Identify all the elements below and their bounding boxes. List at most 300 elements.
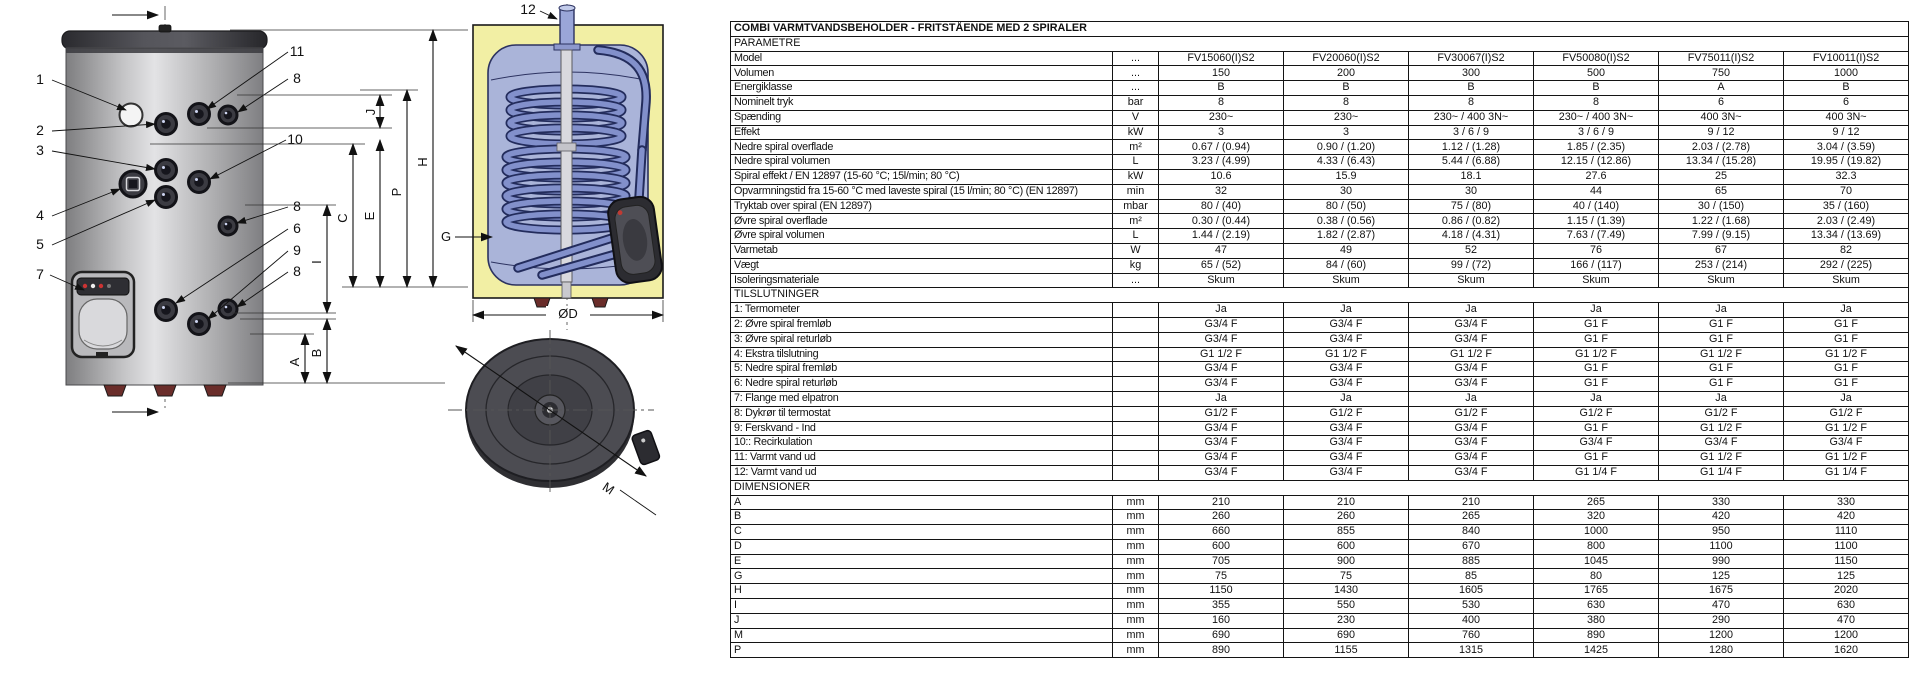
cell: G1 F <box>1784 317 1909 332</box>
row-unit: ... <box>1113 81 1159 96</box>
cell: 82 <box>1784 243 1909 258</box>
tank-cap <box>62 31 267 49</box>
table-row <box>731 421 1909 436</box>
callout-label: 3 <box>36 142 44 158</box>
front-view <box>36 6 445 412</box>
callout-label: 8 <box>293 263 301 279</box>
cell: 2.03 / (2.49) <box>1784 214 1909 229</box>
row-label: 8: Dykrør til termostat <box>731 406 1113 421</box>
cell: G1/2 F <box>1159 406 1284 421</box>
cell: 470 <box>1659 599 1784 614</box>
row-unit: L <box>1113 229 1159 244</box>
row-unit: mm <box>1113 599 1159 614</box>
port <box>219 106 237 124</box>
row-label: 12: Varmt vand ud <box>731 465 1113 480</box>
table-row <box>731 199 1909 214</box>
cell: 80 / (40) <box>1159 199 1284 214</box>
table-row <box>731 169 1909 184</box>
port <box>219 300 237 318</box>
row-label: E <box>731 554 1113 569</box>
cell: 1620 <box>1784 643 1909 658</box>
cell: 1200 <box>1659 628 1784 643</box>
cell: 3 / 6 / 9 <box>1409 125 1534 140</box>
table-row <box>731 539 1909 554</box>
cell: 70 <box>1784 184 1909 199</box>
cell: G1 1/2 F <box>1659 347 1784 362</box>
cell: 400 3N~ <box>1784 110 1909 125</box>
callout-label: 8 <box>293 70 301 86</box>
cell: 44 <box>1534 184 1659 199</box>
cell: G3/4 F <box>1784 436 1909 451</box>
cell: 265 <box>1534 495 1659 510</box>
top-view <box>448 330 661 515</box>
table-row <box>731 436 1909 451</box>
row-unit <box>1113 303 1159 318</box>
cell: G3/4 F <box>1409 332 1534 347</box>
thermostat-tab <box>631 430 660 466</box>
cell: Skum <box>1159 273 1284 288</box>
cell: FV10011(I)S2 <box>1784 51 1909 66</box>
cell: 230~ <box>1159 110 1284 125</box>
table-row <box>731 140 1909 155</box>
callout-label: 4 <box>36 207 44 223</box>
dimension-label: ØD <box>558 306 578 321</box>
callout-label: 6 <box>293 220 301 236</box>
row-unit: mbar <box>1113 199 1159 214</box>
cell: 5.44 / (6.88) <box>1409 155 1534 170</box>
table-row <box>731 273 1909 288</box>
cell: G1 1/2 F <box>1409 347 1534 362</box>
row-label: Volumen <box>731 66 1113 81</box>
cell: 300 <box>1409 66 1534 81</box>
cell: 330 <box>1659 495 1784 510</box>
table-row <box>731 554 1909 569</box>
table-row <box>731 66 1909 81</box>
row-unit: mm <box>1113 510 1159 525</box>
cell: Skum <box>1284 273 1409 288</box>
row-label: 1: Termometer <box>731 303 1113 318</box>
cell: 19.95 / (19.82) <box>1784 155 1909 170</box>
section-header: TILSLUTNINGER <box>731 288 1909 303</box>
cell: G1 1/2 F <box>1534 347 1659 362</box>
row-label: Vægt <box>731 258 1113 273</box>
cell: 8 <box>1534 95 1659 110</box>
row-unit: mm <box>1113 554 1159 569</box>
cell: 6 <box>1784 95 1909 110</box>
cell: 2.03 / (2.78) <box>1659 140 1784 155</box>
callout-label: 2 <box>36 122 44 138</box>
cell: 1.82 / (2.87) <box>1284 229 1409 244</box>
row-label: Nominelt tryk <box>731 95 1113 110</box>
row-unit: mm <box>1113 613 1159 628</box>
cell: G1 F <box>1534 451 1659 466</box>
cell: G3/4 F <box>1159 451 1284 466</box>
cell: 230~ / 400 3N~ <box>1409 110 1534 125</box>
cell: G1 1/2 F <box>1784 421 1909 436</box>
cell: 30 <box>1409 184 1534 199</box>
cell: 1765 <box>1534 584 1659 599</box>
row-label: B <box>731 510 1113 525</box>
cell: 500 <box>1534 66 1659 81</box>
cell: 750 <box>1659 66 1784 81</box>
cell: G3/4 F <box>1284 317 1409 332</box>
cell: Ja <box>1534 391 1659 406</box>
cell: 660 <box>1159 525 1284 540</box>
cell: 550 <box>1284 599 1409 614</box>
row-label: 4: Ekstra tilslutning <box>731 347 1113 362</box>
thermometer-port <box>120 104 143 127</box>
row-label: 10:: Recirkulation <box>731 436 1113 451</box>
row-unit: ... <box>1113 273 1159 288</box>
table-row <box>731 214 1909 229</box>
cell: 65 / (52) <box>1159 258 1284 273</box>
cell: 7.99 / (9.15) <box>1659 229 1784 244</box>
row-label: Model <box>731 51 1113 66</box>
cell: G3/4 F <box>1409 436 1534 451</box>
cell: 1.85 / (2.35) <box>1534 140 1659 155</box>
cell: G3/4 F <box>1284 377 1409 392</box>
cell: G1/2 F <box>1284 406 1409 421</box>
row-label: Nedre spiral volumen <box>731 155 1113 170</box>
cell: 600 <box>1159 539 1284 554</box>
row-label: Spiral effekt / EN 12897 (15-60 °C; 15l/min; 80 °C) <box>731 169 1113 184</box>
row-label: P <box>731 643 1113 658</box>
cell: 400 3N~ <box>1659 110 1784 125</box>
row-unit <box>1113 317 1159 332</box>
cell: 12.15 / (12.86) <box>1534 155 1659 170</box>
cell: 690 <box>1159 628 1284 643</box>
table-row <box>731 125 1909 140</box>
cell: G1 F <box>1534 377 1659 392</box>
cell: 49 <box>1284 243 1409 258</box>
cell: 230~ <box>1284 110 1409 125</box>
cell: 400 <box>1409 613 1534 628</box>
cell: 260 <box>1284 510 1409 525</box>
cell: G1 1/2 F <box>1784 347 1909 362</box>
table-row <box>731 110 1909 125</box>
cell: 855 <box>1284 525 1409 540</box>
row-unit: V <box>1113 110 1159 125</box>
cell: 35 / (160) <box>1784 199 1909 214</box>
cell: 3.04 / (3.59) <box>1784 140 1909 155</box>
cell: G1 F <box>1534 332 1659 347</box>
cell: G3/4 F <box>1409 377 1534 392</box>
dimension-label: M <box>599 479 618 498</box>
cell: 840 <box>1409 525 1534 540</box>
cell: G3/4 F <box>1159 317 1284 332</box>
row-unit: m² <box>1113 214 1159 229</box>
row-unit: kW <box>1113 169 1159 184</box>
port <box>156 300 177 321</box>
row-label: I <box>731 599 1113 614</box>
table-row <box>731 155 1909 170</box>
table-row <box>731 465 1909 480</box>
row-unit <box>1113 406 1159 421</box>
row-unit: kW <box>1113 125 1159 140</box>
cell: G1 1/2 F <box>1784 451 1909 466</box>
section-header-row <box>731 36 1909 51</box>
callout-label: 1 <box>36 71 44 87</box>
cell: 3 / 6 / 9 <box>1534 125 1659 140</box>
cell: G1/2 F <box>1784 406 1909 421</box>
cell: B <box>1284 81 1409 96</box>
cell: 18.1 <box>1409 169 1534 184</box>
cell: B <box>1534 81 1659 96</box>
cell: G3/4 F <box>1284 465 1409 480</box>
cell: 125 <box>1659 569 1784 584</box>
row-label: Tryktab over spiral (EN 12897) <box>731 199 1113 214</box>
callout-label: 9 <box>293 242 301 258</box>
cell: Ja <box>1409 391 1534 406</box>
row-unit: m² <box>1113 140 1159 155</box>
row-unit: mm <box>1113 525 1159 540</box>
row-label: 11: Varmt vand ud <box>731 451 1113 466</box>
cell: 80 / (50) <box>1284 199 1409 214</box>
spec-table <box>730 21 1909 658</box>
cell: 2020 <box>1784 584 1909 599</box>
cell: FV50080(I)S2 <box>1534 51 1659 66</box>
callout-label: 5 <box>36 236 44 252</box>
cell: A <box>1659 81 1784 96</box>
cell: G1 F <box>1659 362 1784 377</box>
cell: 1150 <box>1784 554 1909 569</box>
cell: Ja <box>1534 303 1659 318</box>
cell: G1 F <box>1659 377 1784 392</box>
cell: FV15060(I)S2 <box>1159 51 1284 66</box>
row-unit <box>1113 362 1159 377</box>
cell: G1/2 F <box>1659 406 1784 421</box>
row-label: Øvre spiral overflade <box>731 214 1113 229</box>
cell: 0.38 / (0.56) <box>1284 214 1409 229</box>
dimension-label: I <box>309 260 324 264</box>
cell: 253 / (214) <box>1659 258 1784 273</box>
row-label: Spænding <box>731 110 1113 125</box>
port <box>156 160 177 181</box>
cell: B <box>1159 81 1284 96</box>
table-row <box>731 243 1909 258</box>
section-header: DIMENSIONER <box>731 480 1909 495</box>
dimension-label: G <box>440 229 452 244</box>
cell: 52 <box>1409 243 1534 258</box>
row-label: J <box>731 613 1113 628</box>
cell: G1 F <box>1784 362 1909 377</box>
row-label: Varmetab <box>731 243 1113 258</box>
cell: 1.12 / (1.28) <box>1409 140 1534 155</box>
callout-label: 10 <box>287 131 303 147</box>
row-label: A <box>731 495 1113 510</box>
cell: 32.3 <box>1784 169 1909 184</box>
cell: 355 <box>1159 599 1284 614</box>
table-row <box>731 391 1909 406</box>
row-label: Nedre spiral overflade <box>731 140 1113 155</box>
cell: 1100 <box>1659 539 1784 554</box>
cell: 8 <box>1409 95 1534 110</box>
cell: G1 1/2 F <box>1659 421 1784 436</box>
cell: 320 <box>1534 510 1659 525</box>
port <box>189 172 210 193</box>
cell: G3/4 F <box>1284 451 1409 466</box>
table-row <box>731 525 1909 540</box>
cell: 1200 <box>1784 628 1909 643</box>
cell: 47 <box>1159 243 1284 258</box>
row-label: Opvarmningstid fra 15-60 °C med laveste spiral (15 l/min; 80 °C) (EN 12897) <box>731 184 1113 199</box>
dimension-label: P <box>389 187 404 197</box>
spec-table-container <box>730 21 1909 658</box>
cell: 470 <box>1784 613 1909 628</box>
cell: 125 <box>1784 569 1909 584</box>
cell: G3/4 F <box>1409 362 1534 377</box>
cell: 290 <box>1659 613 1784 628</box>
cell: G3/4 F <box>1159 436 1284 451</box>
cell: G3/4 F <box>1409 451 1534 466</box>
row-unit <box>1113 421 1159 436</box>
row-label: D <box>731 539 1113 554</box>
table-row <box>731 184 1909 199</box>
row-unit: mm <box>1113 539 1159 554</box>
cell: Ja <box>1784 303 1909 318</box>
cell: G3/4 F <box>1284 332 1409 347</box>
dimension-label: B <box>309 348 324 358</box>
cell: 950 <box>1659 525 1784 540</box>
cell: 600 <box>1284 539 1409 554</box>
callout-label: 7 <box>36 266 44 282</box>
cell: Ja <box>1659 303 1784 318</box>
cell: Ja <box>1659 391 1784 406</box>
table-title: COMBI VARMTVANDSBEHOLDER - FRITSTÅENDE MED 2 SPIRALER <box>731 22 1909 37</box>
row-unit <box>1113 377 1159 392</box>
cell: 1100 <box>1784 539 1909 554</box>
row-unit <box>1113 391 1159 406</box>
row-unit: mm <box>1113 584 1159 599</box>
row-unit: kg <box>1113 258 1159 273</box>
cell: 1150 <box>1159 584 1284 599</box>
cell: 230~ / 400 3N~ <box>1534 110 1659 125</box>
cell: 30 / (150) <box>1659 199 1784 214</box>
section-header: PARAMETRE <box>731 36 1909 51</box>
cell: Ja <box>1784 391 1909 406</box>
row-unit <box>1113 347 1159 362</box>
cell: 800 <box>1534 539 1659 554</box>
row-unit <box>1113 465 1159 480</box>
row-unit: mm <box>1113 628 1159 643</box>
cell: G1 1/2 F <box>1159 347 1284 362</box>
row-label: C <box>731 525 1113 540</box>
cell: 13.34 / (13.69) <box>1784 229 1909 244</box>
cell: G3/4 F <box>1284 362 1409 377</box>
cell: 1045 <box>1534 554 1659 569</box>
table-row <box>731 569 1909 584</box>
cell: 30 <box>1284 184 1409 199</box>
table-row <box>731 495 1909 510</box>
cell: Skum <box>1659 273 1784 288</box>
cell: 15.9 <box>1284 169 1409 184</box>
table-row <box>731 332 1909 347</box>
port <box>189 104 210 125</box>
cell: 84 / (60) <box>1284 258 1409 273</box>
table-row <box>731 613 1909 628</box>
cell: 420 <box>1659 510 1784 525</box>
cell: Skum <box>1784 273 1909 288</box>
cell: 1000 <box>1534 525 1659 540</box>
cell: G1 1/4 F <box>1659 465 1784 480</box>
cell: 8 <box>1284 95 1409 110</box>
cell: G3/4 F <box>1659 436 1784 451</box>
cell: 1155 <box>1284 643 1409 658</box>
cell: 0.30 / (0.44) <box>1159 214 1284 229</box>
cell: 1430 <box>1284 584 1409 599</box>
cell: 210 <box>1284 495 1409 510</box>
cell: B <box>1409 81 1534 96</box>
callout-label: 12 <box>520 1 536 17</box>
cell: 10.6 <box>1159 169 1284 184</box>
dimension-label: C <box>335 213 350 223</box>
section-view <box>441 1 664 330</box>
cell: 890 <box>1534 628 1659 643</box>
row-label: 2: Øvre spiral fremløb <box>731 317 1113 332</box>
cell: 330 <box>1784 495 1909 510</box>
row-unit: min <box>1113 184 1159 199</box>
row-label: H <box>731 584 1113 599</box>
cell: 630 <box>1784 599 1909 614</box>
cell: 210 <box>1409 495 1534 510</box>
row-label: Energiklasse <box>731 81 1113 96</box>
port <box>156 187 177 208</box>
cell: FV30067(I)S2 <box>1409 51 1534 66</box>
row-label: 6: Nedre spiral returløb <box>731 377 1113 392</box>
cell: Skum <box>1534 273 1659 288</box>
cell: 990 <box>1659 554 1784 569</box>
cell: 40 / (140) <box>1534 199 1659 214</box>
cell: Ja <box>1284 303 1409 318</box>
cell: G1 1/2 F <box>1284 347 1409 362</box>
cell: 670 <box>1409 539 1534 554</box>
flange-port <box>120 171 146 197</box>
cell: G3/4 F <box>1159 421 1284 436</box>
row-label: 7: Flange med elpatron <box>731 391 1113 406</box>
cell: 4.33 / (6.43) <box>1284 155 1409 170</box>
cell: 1605 <box>1409 584 1534 599</box>
cell: G3/4 F <box>1284 421 1409 436</box>
row-unit: W <box>1113 243 1159 258</box>
cell: 1.44 / (2.19) <box>1159 229 1284 244</box>
cell: 885 <box>1409 554 1534 569</box>
cell: G1 F <box>1784 332 1909 347</box>
cell: 32 <box>1159 184 1284 199</box>
row-unit <box>1113 451 1159 466</box>
table-row <box>731 628 1909 643</box>
table-row <box>731 317 1909 332</box>
cell: G3/4 F <box>1159 377 1284 392</box>
cell: 8 <box>1159 95 1284 110</box>
cell: 13.34 / (15.28) <box>1659 155 1784 170</box>
cell: 3 <box>1159 125 1284 140</box>
cell: 85 <box>1409 569 1534 584</box>
table-row <box>731 81 1909 96</box>
row-label: G <box>731 569 1113 584</box>
cell: 75 <box>1159 569 1284 584</box>
table-row <box>731 229 1909 244</box>
cell: 25 <box>1659 169 1784 184</box>
table-row <box>731 406 1909 421</box>
cell: 292 / (225) <box>1784 258 1909 273</box>
cell: B <box>1784 81 1909 96</box>
port <box>219 217 237 235</box>
cell: G3/4 F <box>1409 465 1534 480</box>
dimension-label: J <box>363 108 378 116</box>
cell: 1280 <box>1659 643 1784 658</box>
table-row <box>731 584 1909 599</box>
cell: Ja <box>1159 303 1284 318</box>
